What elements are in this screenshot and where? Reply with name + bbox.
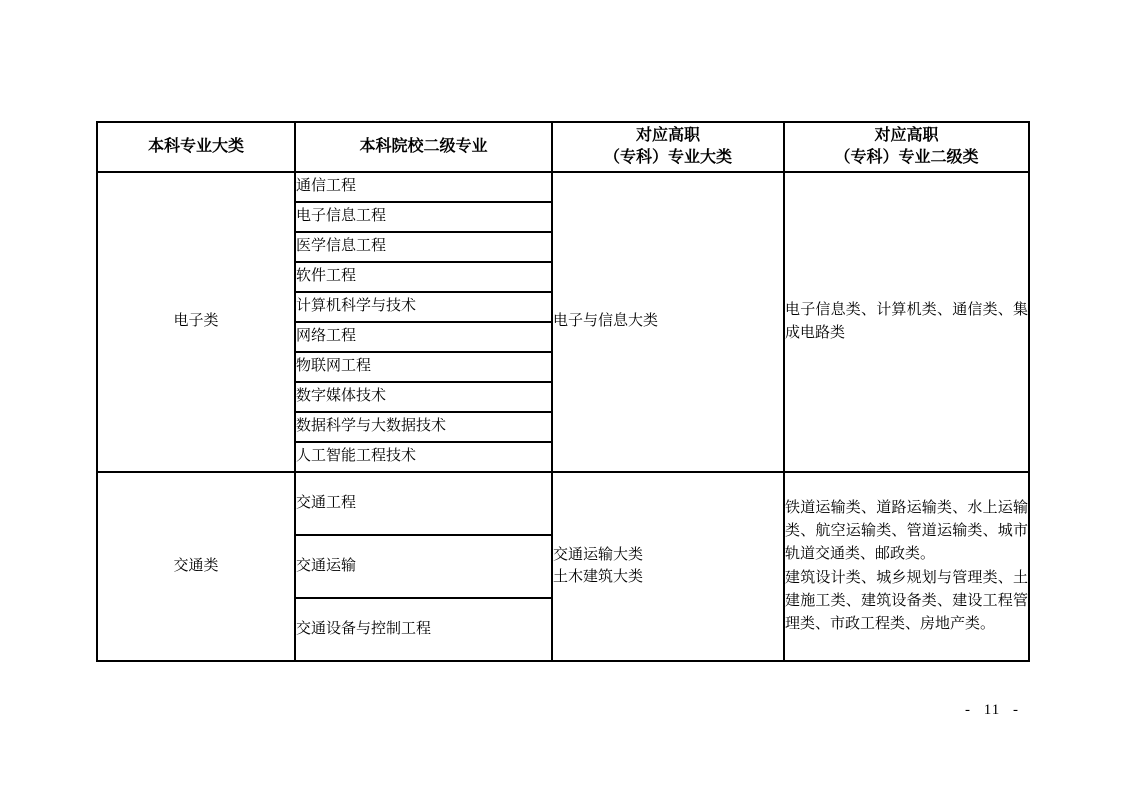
cell-vocational-category	[552, 172, 784, 472]
cell-major: 医学信息工程	[295, 232, 552, 262]
cell-vocational-category	[552, 472, 784, 661]
majors-mapping-table	[96, 121, 1030, 662]
cell-major: 数据科学与大数据技术	[295, 412, 552, 442]
header-line: 对应高职	[635, 126, 700, 144]
header-line: （专科）专业二级类	[834, 149, 979, 166]
header-row	[97, 122, 1029, 172]
cell-vocational-secondary	[784, 472, 1029, 661]
header-vocational-category	[552, 122, 784, 172]
table-row	[97, 472, 1029, 535]
cell-vocational-secondary	[784, 172, 1029, 472]
header-line: 本科专业大类	[147, 137, 244, 155]
cell-major: 交通设备与控制工程	[295, 598, 552, 661]
header-undergrad-secondary-major	[295, 122, 552, 172]
table-row	[97, 172, 1029, 202]
header-undergrad-category	[97, 122, 295, 172]
cell-major: 物联网工程	[295, 352, 552, 382]
cell-major: 通信工程	[295, 172, 552, 202]
vocational-secondary-paragraph: 电子信息类、计算机类、通信类、集成电路类	[785, 301, 1028, 341]
header-line: 对应高职	[874, 126, 939, 144]
vocational-secondary-paragraph: 建筑设计类、城乡规划与管理类、土建施工类、建筑设备类、建设工程管理类、市政工程类、房地产类。	[785, 569, 1028, 632]
cell-major: 软件工程	[295, 262, 552, 292]
cell-major: 计算机科学与技术	[295, 292, 552, 322]
cell-major: 网络工程	[295, 322, 552, 352]
header-line: 本科院校二级专业	[359, 137, 488, 155]
cell-major: 交通运输	[295, 535, 552, 598]
cell-category-transportation: 交通类	[97, 472, 295, 661]
vocational-secondary-paragraph: 铁道运输类、道路运输类、水上运输类、航空运输类、管道运输类、城市轨道交通类、邮政类。	[785, 499, 1028, 563]
cell-major: 人工智能工程技术	[295, 442, 552, 472]
vocational-category-line: 交通运输大类	[553, 546, 644, 563]
vocational-category-line: 土木建筑大类	[553, 568, 644, 585]
header-line: （专科）专业大类	[603, 149, 732, 166]
cell-major: 数字媒体技术	[295, 382, 552, 412]
cell-major: 电子信息工程	[295, 202, 552, 232]
vocational-category-line: 电子与信息大类	[553, 313, 659, 330]
cell-major: 交通工程	[295, 472, 552, 535]
page-number: - 11 -	[965, 702, 1019, 718]
header-vocational-secondary-category	[784, 122, 1029, 172]
cell-category-electronics: 电子类	[97, 172, 295, 472]
